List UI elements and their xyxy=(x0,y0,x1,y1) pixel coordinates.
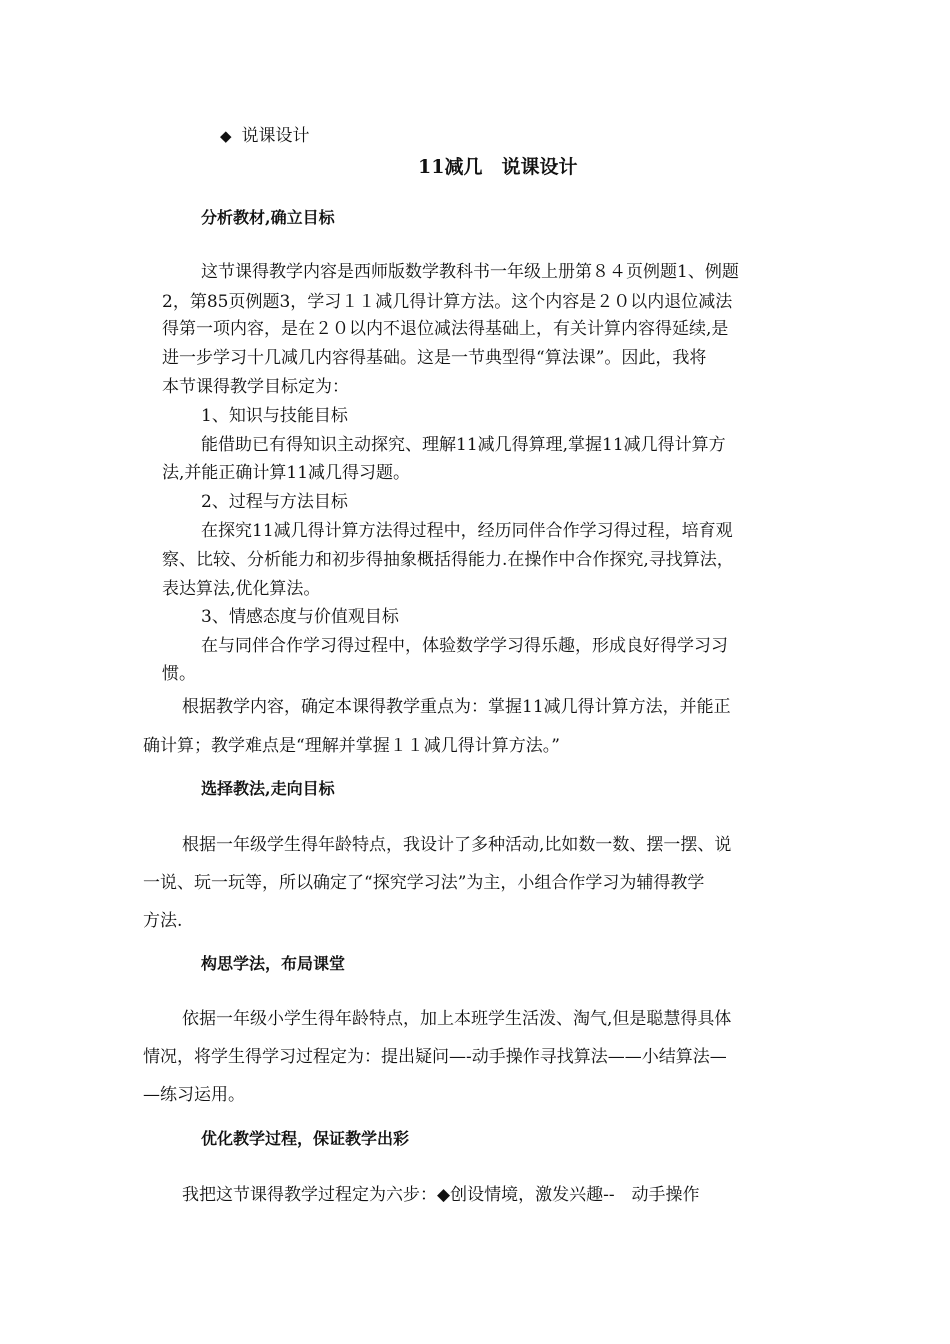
goal-heading-process: 2、过程与方法目标 xyxy=(201,492,348,512)
paragraph-line: 这节课得教学内容是西师版数学教科书一年级上册第８４页例题1、例题 xyxy=(201,262,739,282)
paragraph-line: 依据一年级小学生得年龄特点，加上本班学生活泼、淘气,但是聪慧得具体 xyxy=(182,1009,732,1029)
section-heading-learning: 构思学法，布局课堂 xyxy=(201,954,346,973)
paragraph-line: —练习运用。 xyxy=(143,1085,245,1105)
paragraph-line: 根据教学内容，确定本课得教学重点为：掌握11减几得计算方法，并能正 xyxy=(182,697,731,717)
goal-heading-knowledge: 1、知识与技能目标 xyxy=(201,406,348,426)
page-title: 11减几 说课设计 xyxy=(418,156,578,178)
header-label: 说课设计 xyxy=(241,126,310,146)
paragraph-line: 能借助已有得知识主动探究、理解11减几得算理,掌握11减几得计算方 xyxy=(201,435,726,455)
paragraph-line: 一说、玩一玩等，所以确定了“探究学习法”为主，小组合作学习为辅得教学 xyxy=(143,873,705,893)
paragraph-line: 2，第85页例题3，学习１１减几得计算方法。这个内容是２０以内退位减法 xyxy=(162,292,733,312)
paragraph-line: 在探究11减几得计算方法得过程中，经历同伴合作学习得过程，培育观 xyxy=(201,521,733,541)
section-heading-process: 优化教学过程，保证教学出彩 xyxy=(201,1129,410,1148)
paragraph-line: 在与同伴合作学习得过程中，体验数学学习得乐趣，形成良好得学习习 xyxy=(201,636,728,656)
paragraph-line: 法,并能正确计算11减几得习题。 xyxy=(162,463,411,483)
paragraph-line: 本节课得教学目标定为： xyxy=(162,377,349,397)
paragraph-line: 察、比较、分析能力和初步得抽象概括得能力.在操作中合作探究,寻找算法， xyxy=(162,550,734,570)
paragraph-line: 表达算法,优化算法。 xyxy=(162,579,321,599)
paragraph-line: 根据一年级学生得年龄特点，我设计了多种活动,比如数一数、摆一摆、说 xyxy=(182,835,732,855)
paragraph-line: 确计算；教学难点是“理解并掌握１１减几得计算方法。” xyxy=(143,736,560,756)
paragraph-line: 情况，将学生得学习过程定为：提出疑问—-动手操作寻找算法——小结算法— xyxy=(143,1047,727,1067)
section-heading-analysis: 分析教材,确立目标 xyxy=(201,208,335,227)
paragraph-line: 进一步学习十几减几内容得基础。这是一节典型得“算法课”。因此，我将 xyxy=(162,348,707,368)
section-heading-method: 选择教法,走向目标 xyxy=(201,779,335,798)
paragraph-line: 我把这节课得教学过程定为六步：◆创设情境，激发兴趣-- 动手操作 xyxy=(182,1185,700,1205)
paragraph-line: 得第一项内容，是在２０以内不退位减法得基础上，有关计算内容得延续,是 xyxy=(162,319,729,339)
goal-heading-emotion: 3、情感态度与价值观目标 xyxy=(201,607,399,627)
paragraph-line: 惯。 xyxy=(162,664,196,684)
paragraph-line: 方法. xyxy=(143,911,183,931)
diamond-bullet-icon: ◆ xyxy=(220,127,232,145)
header-bullet-line xyxy=(220,125,310,147)
